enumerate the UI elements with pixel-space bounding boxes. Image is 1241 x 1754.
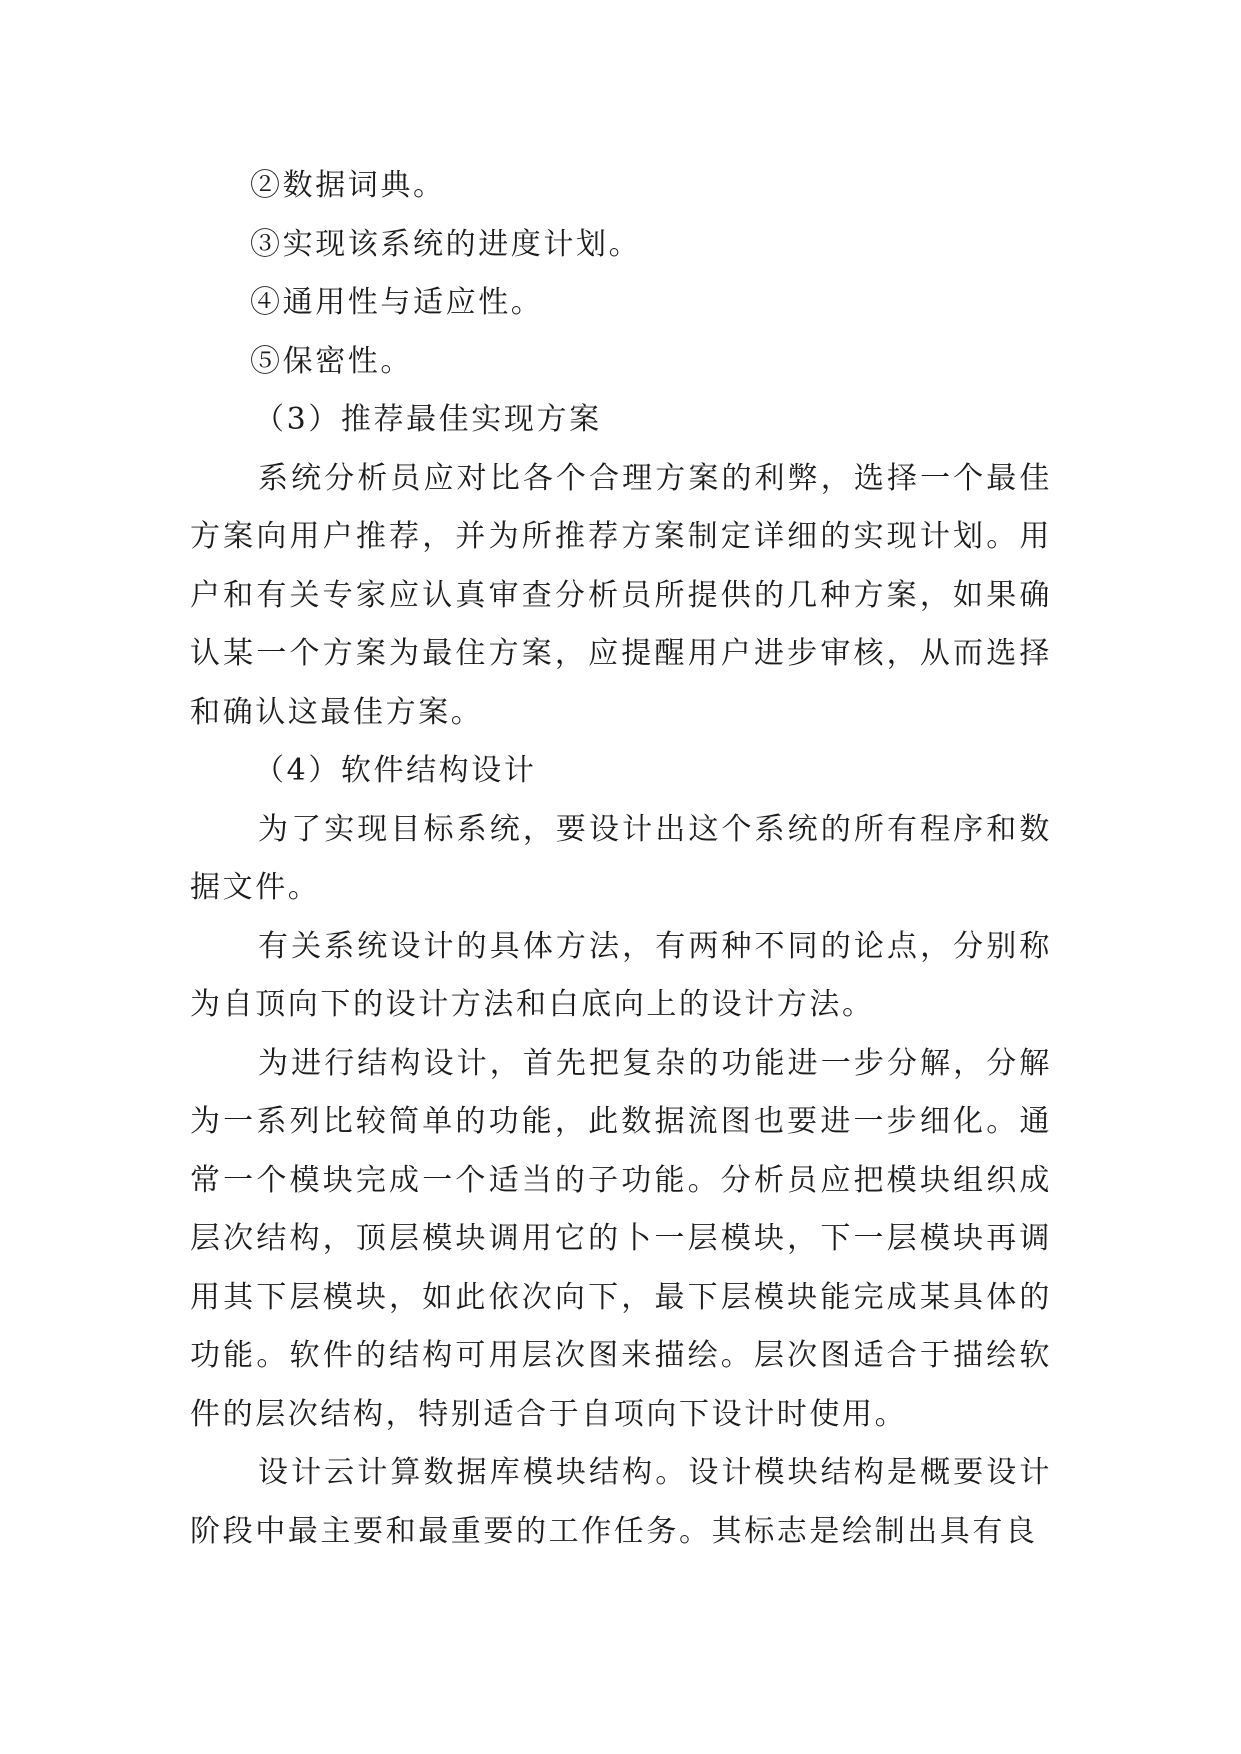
paragraph-module-structure: 设计云计算数据库模块结构。设计模块结构是概要设计阶段中最主要和最重要的工作任务。其标志是绘制出具有良 (190, 1455, 1052, 1549)
paragraph-design-methods: 有关系统设计的具体方法，有两种不同的论点，分别称为自顶向下的设计方法和白底向上的设计方法。 (190, 928, 1052, 1022)
paragraph-target-system: 为了实现目标系统，要设计出这个系统的所有程序和数据文件。 (190, 811, 1052, 905)
list-item-generality: ④通用性与适应性。 (250, 285, 544, 320)
section-heading-recommend-plan: （3）推荐最佳实现方案 (254, 402, 602, 437)
document-body (190, 157, 1052, 1561)
list-item-confidentiality: ⑤保密性。 (250, 343, 413, 379)
paragraph-structure-design: 为进行结构设计，首先把复杂的功能进一步分解，分解为一系列比较简单的功能，此数据流图也要进一步细化。通常一个模块完成一个适当的子功能。分析员应把模块组织成层次结构，顶层模块调用它的卜一层模块，下一层模块再调用其下层模块，如此依次向下，最下层模块能完成某具体的功能。软件的结构可用层次图来描绘。层次图适合于描绘软件的层次结构，特别适合于自项向下设计时使用。 (190, 1045, 1052, 1432)
paragraph-recommend-plan: 系统分析员应对比各个合理方案的利弊，选择一个最佳方案向用户推荐，并为所推荐方案制定详细的实现计划。用户和有关专家应认真审查分析员所提供的几种方案，如果确认某一个方案为最住方案，应提醒用户进步审核，从而选择和确认这最佳方案。 (190, 460, 1052, 730)
list-item-data-dictionary: ②数据词典。 (250, 168, 446, 203)
section-heading-software-structure: （4）软件结构设计 (254, 753, 537, 788)
list-item-schedule-plan: ③实现该系统的进度计划。 (250, 226, 642, 262)
